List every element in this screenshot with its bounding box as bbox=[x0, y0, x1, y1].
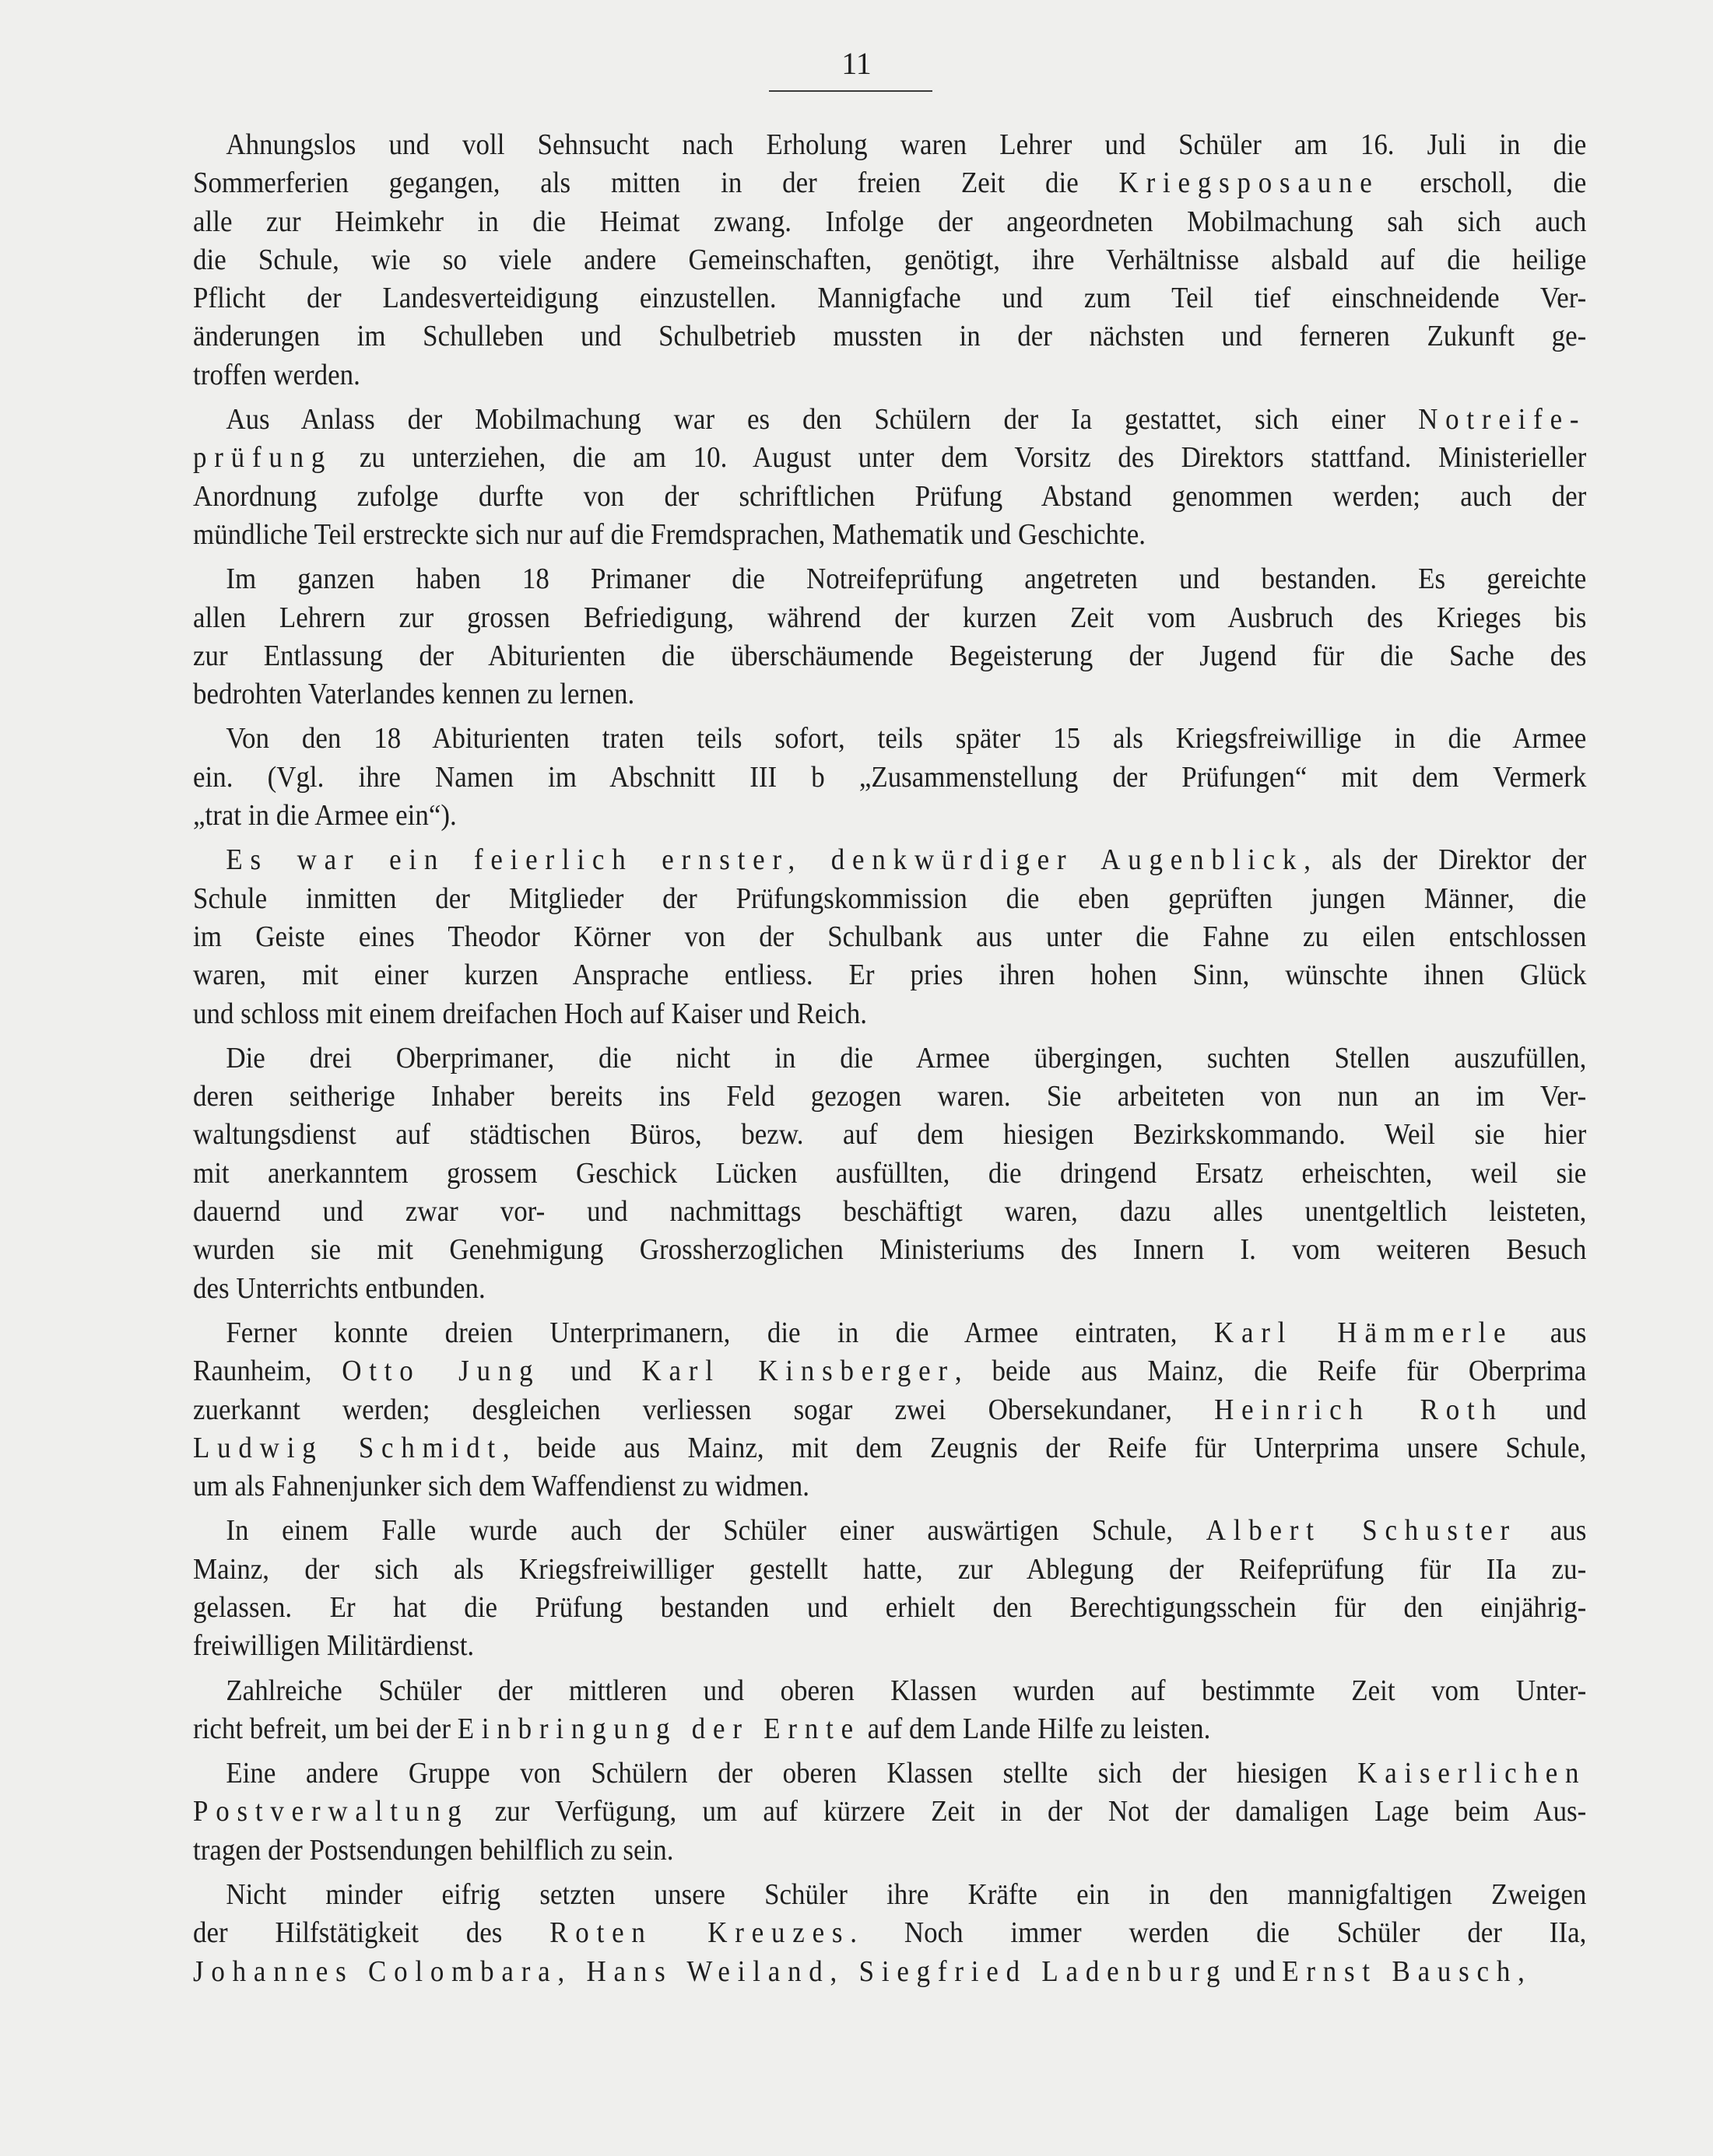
spaced-emphasis: Postverwaltung bbox=[193, 1795, 469, 1828]
text-run: , bbox=[1518, 1954, 1525, 1988]
text-line bbox=[193, 637, 1586, 675]
text-run: aus bbox=[1516, 1514, 1587, 1548]
paragraph bbox=[193, 1039, 1586, 1308]
paragraph bbox=[193, 720, 1586, 835]
spaced-emphasis: Roten Kreuzes bbox=[549, 1916, 851, 1950]
text-run: wurden sie mit Genehmigung Grossherzoglichen Ministeriums des Innern I. vom weiteren Besuch bbox=[193, 1233, 1587, 1267]
text-line bbox=[193, 1270, 1586, 1308]
spaced-emphasis: Johannes Colombara, Hans Weiland, Siegfried Ladenburg bbox=[193, 1954, 1228, 1988]
text-line bbox=[193, 439, 1586, 477]
spaced-emphasis: Es war ein feierlich ernster, denkwürdiger Augenblick bbox=[226, 843, 1304, 877]
document-body bbox=[193, 126, 1586, 1991]
text-run: In einem Falle wurde auch der Schüler einer auswärtigen Schule, bbox=[226, 1514, 1206, 1548]
text-run: bedrohten Vaterlandes kennen zu lernen. bbox=[193, 678, 635, 711]
spaced-emphasis: Kriegsposaune bbox=[1118, 167, 1380, 200]
text-run: Von den 18 Abiturienten traten teils sofort, teils später 15 als Kriegsfreiwillige in die Armee bbox=[226, 722, 1587, 755]
text-line bbox=[193, 956, 1586, 994]
spaced-emphasis: Heinrich Roth bbox=[1214, 1393, 1504, 1426]
text-run: , beide aus Mainz, mit dem Zeugnis der Reife für Unterprima unsere Schule, bbox=[502, 1431, 1587, 1464]
text-run: waren, mit einer kurzen Ansprache entliess. Er pries ihren hohen Sinn, wünschte ihnen Glück bbox=[193, 959, 1587, 992]
text-run: Sommerferien gegangen, als mitten in der freien Zeit die bbox=[193, 167, 1119, 200]
text-line bbox=[193, 1914, 1586, 1952]
text-run: mündliche Teil erstreckte sich nur auf die Fremdsprachen, Mathematik und Geschichte. bbox=[193, 517, 1146, 551]
paragraph bbox=[193, 1672, 1586, 1749]
text-line bbox=[193, 1467, 1586, 1506]
page-number: 11 bbox=[841, 46, 872, 81]
text-run: Mainz, der sich als Kriegsfreiwilliger gestellt hatte, zur Ablegung der Reifeprüfung für IIa zu- bbox=[193, 1552, 1587, 1586]
text-line bbox=[193, 1429, 1586, 1467]
text-line bbox=[193, 203, 1586, 241]
text-line bbox=[193, 1672, 1586, 1710]
text-run: Aus Anlass der Mobilmachung war es den Schülern der Ia gestattet, sich einer bbox=[226, 403, 1419, 436]
text-line bbox=[193, 279, 1586, 317]
text-line bbox=[193, 1832, 1586, 1870]
text-run: aus bbox=[1513, 1316, 1587, 1349]
text-line bbox=[193, 841, 1586, 879]
text-line bbox=[193, 1116, 1586, 1154]
text-run: und bbox=[540, 1355, 642, 1388]
text-line bbox=[193, 317, 1586, 356]
text-run: auf dem Lande Hilfe zu leisten. bbox=[860, 1712, 1211, 1745]
text-run: allen Lehrern zur grossen Befriedigung, während der kurzen Zeit vom Ausbruch des Krieges bis bbox=[193, 601, 1587, 634]
spaced-emphasis: Einbringung der Ernte bbox=[457, 1712, 861, 1745]
text-line bbox=[193, 516, 1586, 554]
text-line bbox=[193, 720, 1586, 758]
text-line bbox=[193, 675, 1586, 713]
text-run: Pflicht der Landesverteidigung einzustellen. Mannigfache und zum Teil tief einschneidende Ver- bbox=[193, 282, 1587, 315]
text-line bbox=[193, 1710, 1586, 1748]
text-run: waltungsdienst auf städtischen Büros, bezw. auf dem hiesigen Bezirkskommando. Weil sie hier bbox=[193, 1118, 1587, 1152]
text-line bbox=[193, 126, 1586, 164]
text-run: richt befreit, um bei der bbox=[193, 1712, 458, 1745]
text-line bbox=[193, 164, 1586, 202]
text-line bbox=[193, 1039, 1586, 1078]
text-run: Die drei Oberprimaner, die nicht in die Armee übergingen, suchten Stellen auszufüllen, bbox=[226, 1041, 1587, 1074]
spaced-emphasis: Karl Hämmerle bbox=[1213, 1316, 1514, 1349]
text-run: alle zur Heimkehr in die Heimat zwang. Infolge der angeordneten Mobilmachung sah sich auch bbox=[193, 205, 1587, 238]
paragraph bbox=[193, 1314, 1586, 1506]
paragraph bbox=[193, 560, 1586, 713]
paragraph bbox=[193, 1755, 1586, 1870]
spaced-emphasis: Otto Jung bbox=[342, 1355, 541, 1388]
text-line bbox=[193, 1078, 1586, 1116]
text-line bbox=[193, 478, 1586, 516]
text-line bbox=[193, 797, 1586, 835]
text-run: die Schule, wie so viele andere Gemeinschaften, genötigt, ihre Verhältnisse alsbald auf die heilige bbox=[193, 243, 1587, 276]
text-line bbox=[193, 1793, 1586, 1831]
text-run: und schloss mit einem dreifachen Hoch auf Kaiser und Reich. bbox=[193, 997, 867, 1030]
spaced-emphasis: Albert Schuster bbox=[1206, 1514, 1517, 1548]
paragraph bbox=[193, 841, 1586, 1032]
text-run: Raunheim, bbox=[193, 1355, 342, 1388]
text-line bbox=[193, 918, 1586, 956]
paragraph bbox=[193, 126, 1586, 394]
text-line bbox=[193, 1314, 1586, 1352]
paragraph bbox=[193, 1876, 1586, 1991]
text-run: , beide aus Mainz, die Reife für Oberprima bbox=[954, 1355, 1587, 1388]
text-line bbox=[193, 1589, 1586, 1627]
spaced-emphasis: Karl Kinsberger bbox=[641, 1355, 955, 1388]
text-line bbox=[193, 1512, 1586, 1550]
text-run: deren seitherige Inhaber bereits ins Feld gezogen waren. Sie arbeiteten von nun an im Ver- bbox=[193, 1080, 1587, 1113]
text-run: erscholl, die bbox=[1379, 167, 1587, 200]
text-run: troffen werden. bbox=[193, 358, 360, 391]
text-run: Ahnungslos und voll Sehnsucht nach Erholung waren Lehrer und Schüler am 16. Juli in die bbox=[226, 128, 1587, 161]
text-line bbox=[193, 401, 1586, 439]
text-line bbox=[193, 599, 1586, 637]
text-run: Ferner konnte dreien Unterprimanern, die in die Armee eintraten, bbox=[226, 1316, 1214, 1349]
text-run: Eine andere Gruppe von Schülern der oberen Klassen stellte sich der hiesigen bbox=[226, 1757, 1358, 1790]
text-run: Schule inmitten der Mitglieder der Prüfungskommission die eben geprüften jungen Männer, die bbox=[193, 882, 1587, 915]
text-line bbox=[193, 1876, 1586, 1914]
spaced-emphasis: prüfung bbox=[193, 441, 333, 475]
spaced-emphasis: Notreife- bbox=[1418, 403, 1587, 436]
text-run: änderungen im Schulleben und Schulbetrieb mussten in der nächsten und ferneren Zukunft ge- bbox=[193, 320, 1587, 353]
text-line bbox=[193, 759, 1586, 797]
text-run: freiwilligen Militärdienst. bbox=[193, 1629, 475, 1663]
text-run: . Noch immer werden die Schüler der IIa, bbox=[850, 1916, 1587, 1950]
text-run: zuerkannt werden; desgleichen verliessen sogar zwei Obersekundaner, bbox=[193, 1393, 1215, 1426]
text-run: um als Fahnenjunker sich dem Waffendienst zu widmen. bbox=[193, 1470, 810, 1503]
text-line bbox=[193, 1755, 1586, 1793]
text-run: zu unterziehen, die am 10. August unter dem Vorsitz des Direktors stattfand. Ministerieller bbox=[332, 441, 1587, 475]
text-run: und bbox=[1503, 1393, 1587, 1426]
text-run: im Geiste eines Theodor Körner von der Schulbank aus unter die Fahne zu eilen entschlossen bbox=[193, 920, 1587, 953]
text-run: und bbox=[1227, 1954, 1283, 1988]
text-run: zur Entlassung der Abiturienten die überschäumende Begeisterung der Jugend für die Sache des bbox=[193, 639, 1587, 672]
paragraph bbox=[193, 401, 1586, 554]
text-line bbox=[193, 1953, 1586, 1991]
text-line bbox=[193, 1155, 1586, 1193]
text-run: Zahlreiche Schüler der mittleren und oberen Klassen wurden auf bestimmte Zeit vom Unter- bbox=[226, 1674, 1587, 1707]
text-line bbox=[193, 356, 1586, 394]
text-run: „trat in die Armee ein“). bbox=[193, 799, 457, 833]
paragraph bbox=[193, 1512, 1586, 1665]
text-line bbox=[193, 1391, 1586, 1429]
text-run: der Hilfstätigkeit des bbox=[193, 1916, 550, 1950]
spaced-emphasis: Ernst Bausch bbox=[1282, 1954, 1518, 1988]
text-run: tragen der Postsendungen behilflich zu sein. bbox=[193, 1833, 674, 1867]
text-line bbox=[193, 1551, 1586, 1589]
text-run: gelassen. Er hat die Prüfung bestanden und erhielt den Berechtigungsschein für den einjährig- bbox=[193, 1590, 1587, 1624]
text-line bbox=[193, 1627, 1586, 1665]
text-line bbox=[193, 1352, 1586, 1390]
text-run: , als der Direktor der bbox=[1304, 843, 1587, 877]
text-run: mit anerkanntem grossem Geschick Lücken ausfüllten, die dringend Ersatz erheischten, weil sie bbox=[193, 1156, 1587, 1190]
text-line bbox=[193, 241, 1586, 279]
text-line bbox=[193, 560, 1586, 598]
text-run: Anordnung zufolge durfte von der schriftlichen Prüfung Abstand genommen werden; auch der bbox=[193, 479, 1587, 513]
text-run: des Unterrichts entbunden. bbox=[193, 1271, 486, 1305]
spaced-emphasis: Ludwig Schmidt bbox=[193, 1431, 503, 1464]
text-line bbox=[193, 1231, 1586, 1269]
page-number-rule bbox=[769, 90, 932, 92]
text-run: Nicht minder eifrig setzten unsere Schüler ihre Kräfte ein in den mannigfaltigen Zweigen bbox=[226, 1878, 1587, 1912]
text-line bbox=[193, 995, 1586, 1033]
text-run: dauernd und zwar vor- und nachmittags beschäftigt waren, dazu alles unentgeltlich leisteten, bbox=[193, 1195, 1587, 1229]
text-run: ein. (Vgl. ihre Namen im Abschnitt III b „Zusammenstellung der Prüfungen“ mit dem Vermerk bbox=[193, 760, 1587, 794]
text-line bbox=[193, 1193, 1586, 1231]
text-line bbox=[193, 880, 1586, 918]
spaced-emphasis: Kaiserlichen bbox=[1357, 1757, 1587, 1790]
text-run: Im ganzen haben 18 Primaner die Notreifeprüfung angetreten und bestanden. Es gereichte bbox=[226, 563, 1587, 596]
text-run: zur Verfügung, um auf kürzere Zeit in der Not der damaligen Lage beim Aus- bbox=[469, 1795, 1587, 1828]
